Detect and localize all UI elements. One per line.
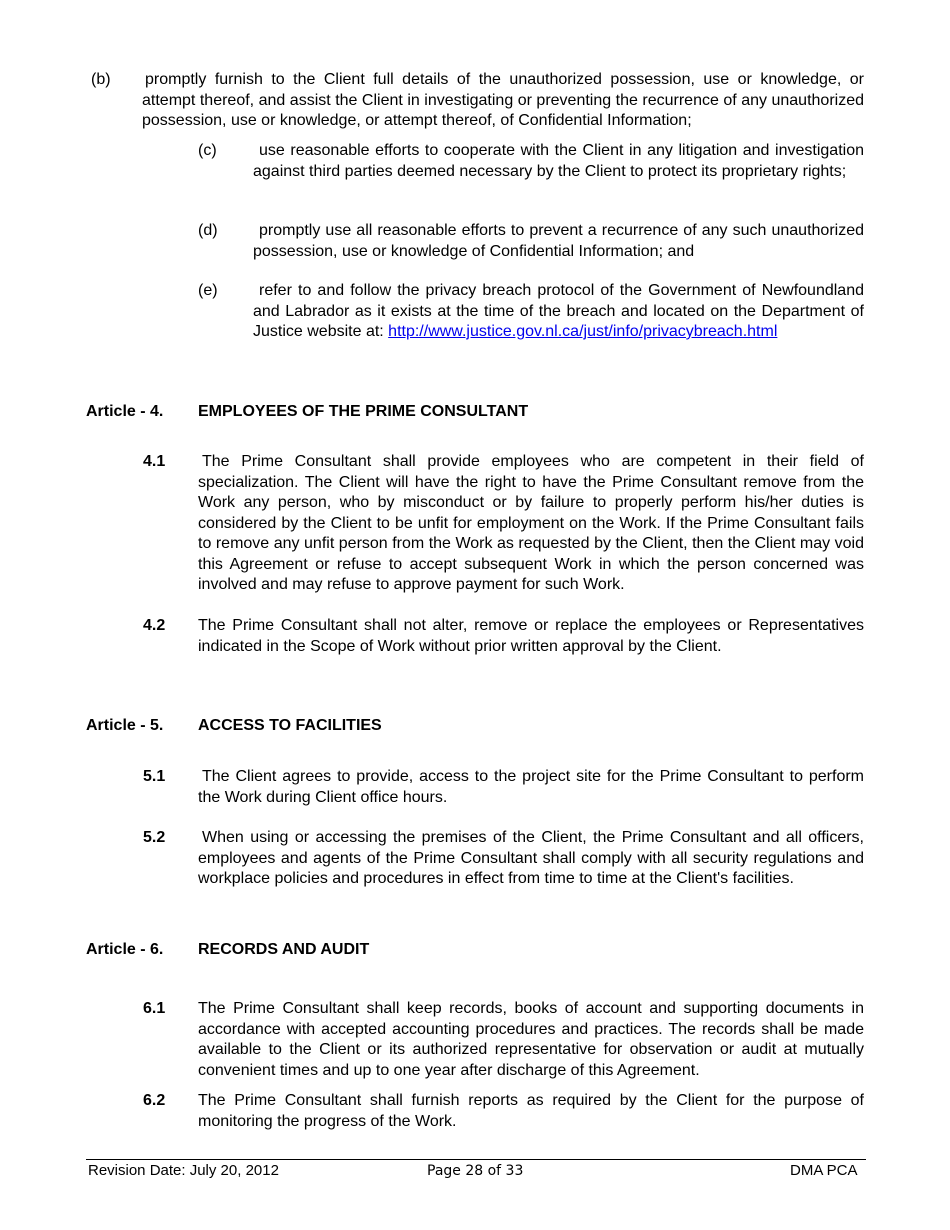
clause-5-1-text: The Client agrees to provide, access to the project site for the Prime Consultant to perform the Work during Client office hours.: [198, 768, 864, 806]
clause-4-2-number: 4.2: [143, 617, 166, 634]
clause-4-1-text: The Prime Consultant shall provide employees who are competent in their field of specialization. The Client will have the right to have the Prime Consultant remove from the Work any person, who by misconduct or by failure to properly perform his/her duties is considered by the Client to be unfit for employment on the Work. If the Prime Consultant fails to remove any unfit person from the Work as requested by the Client, then the Client may void this Agreement or refuse to accept subsequent Work in which the person concerned was involved and may refuse to approve payment for such Work.: [198, 453, 864, 593]
footer-doc-code: DMA PCA: [790, 1162, 858, 1179]
article-4-label: Article - 4.: [86, 403, 164, 420]
clause-6-2-number: 6.2: [143, 1092, 166, 1109]
item-c-label: (c): [198, 142, 217, 159]
item-e-text: refer to and follow the privacy breach protocol of the Government of Newfoundland and Labrador as it exists at the time of the breach and located on the Department of Justice website at:: [253, 282, 864, 340]
clause-4-1-number: 4.1: [143, 453, 166, 470]
clause-6-1-text: The Prime Consultant shall keep records, books of account and supporting documents in accordance with accepted accounting procedures and practices. The records shall be made available to the Client or its authorized representative for observation or audit at mutually convenient times and up to one year after discharge of this Agreement.: [198, 1000, 864, 1079]
footer-page-number: Page 28 of 33: [427, 1163, 524, 1179]
footer-revision-date: Revision Date: July 20, 2012: [88, 1162, 279, 1179]
clause-6-1-number: 6.1: [143, 1000, 166, 1017]
article-6-label: Article - 6.: [86, 941, 164, 958]
article-6-title: RECORDS AND AUDIT: [198, 941, 370, 958]
item-d-text: promptly use all reasonable efforts to prevent a recurrence of any such unauthorized possession, use or knowledge of Confidential Information; and: [253, 222, 864, 260]
item-b-text: promptly furnish to the Client full details of the unauthorized possession, use or knowledge, or attempt thereof, and assist the Client in investigating or preventing the recurrence of any unauthorized possession, use or knowledge, or attempt thereof, of Confidential Information;: [142, 71, 864, 129]
item-b-label: (b): [91, 71, 111, 88]
article-4-title: EMPLOYEES OF THE PRIME CONSULTANT: [198, 403, 529, 420]
clause-5-2-text: When using or accessing the premises of the Client, the Prime Consultant and all officers, employees and agents of the Prime Consultant shall comply with all security regulations and workplace policies and procedures in effect from time to time at the Client's facilities.: [198, 829, 864, 887]
article-5-label: Article - 5.: [86, 717, 164, 734]
clause-4-2-text: The Prime Consultant shall not alter, remove or replace the employees or Representatives indicated in the Scope of Work without prior written approval by the Client.: [198, 617, 864, 655]
privacy-breach-link[interactable]: http://www.justice.gov.nl.ca/just/info/privacybreach.html: [388, 323, 778, 340]
item-e-body: [253, 281, 864, 343]
item-e-label: (e): [198, 282, 218, 299]
item-d-label: (d): [198, 222, 218, 239]
clause-5-1-number: 5.1: [143, 768, 166, 785]
footer-divider: [86, 1159, 866, 1160]
clause-5-2-number: 5.2: [143, 829, 166, 846]
item-c-text: use reasonable efforts to cooperate with the Client in any litigation and investigation against third parties deemed necessary by the Client to protect its proprietary rights;: [253, 142, 864, 180]
article-5-title: ACCESS TO FACILITIES: [198, 717, 382, 734]
clause-6-2-text: The Prime Consultant shall furnish reports as required by the Client for the purpose of monitoring the progress of the Work.: [198, 1092, 864, 1130]
